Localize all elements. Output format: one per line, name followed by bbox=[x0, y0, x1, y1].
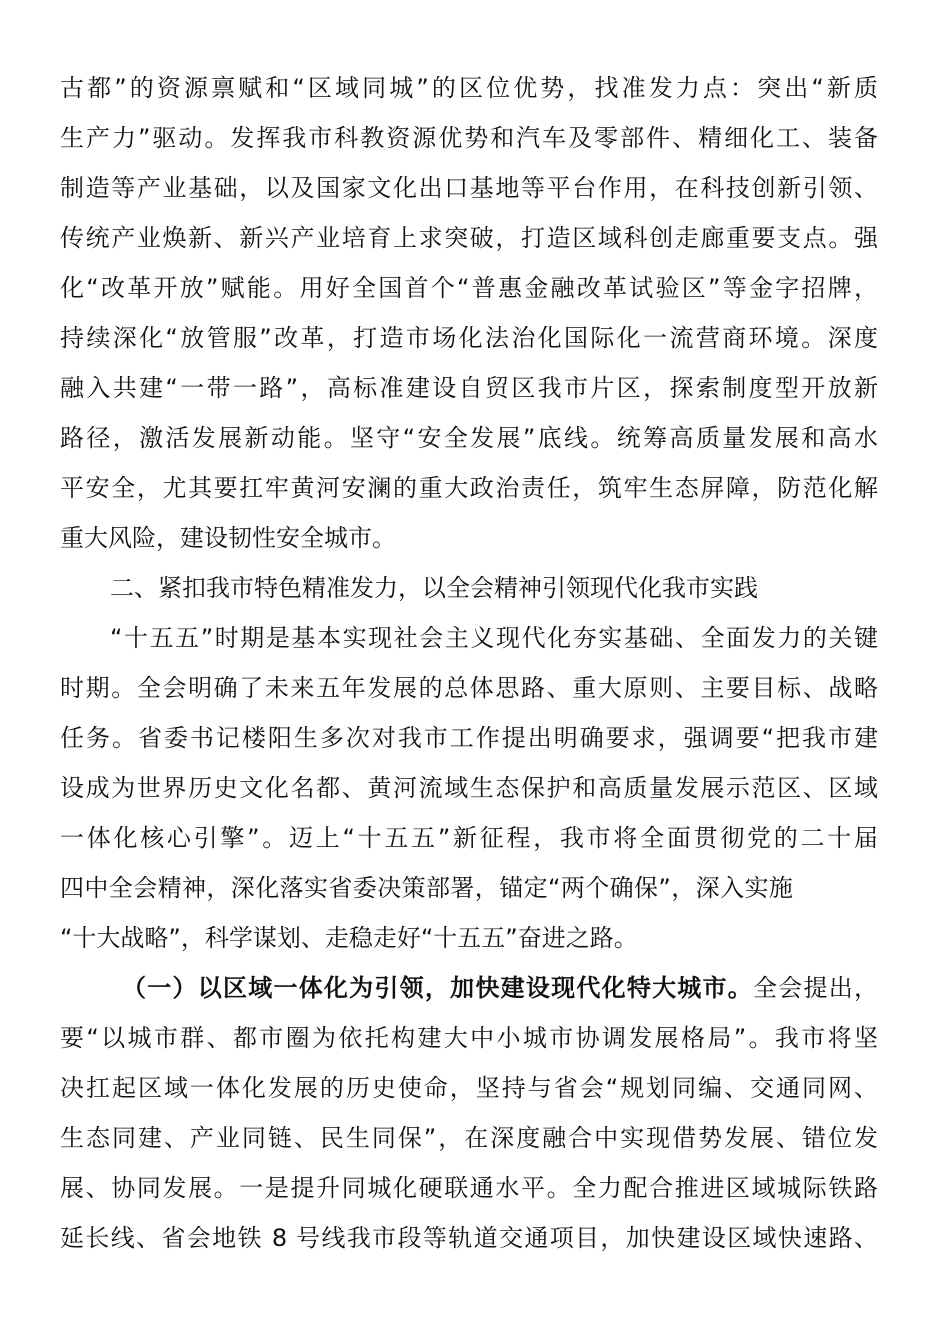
text-line: 路径，激活发展新动能。坚守“安全发展”底线。统筹高质量发展和高水 bbox=[60, 424, 878, 452]
paragraph-1 bbox=[60, 63, 878, 563]
text-line: “十五五”时期是基本实现社会主义现代化夯实基础、全面发力的关键 bbox=[110, 624, 878, 652]
paragraph-3 bbox=[60, 963, 878, 1263]
text-line: 制造等产业基础，以及国家文化出口基地等平台作用，在科技创新引领、 bbox=[60, 174, 878, 202]
text-line: “十大战略”，科学谋划、走稳走好“十五五”奋进之路。 bbox=[60, 924, 638, 952]
text-line: 任务。省委书记楼阳生多次对我市工作提出明确要求，强调要“把我市建 bbox=[60, 724, 878, 752]
text-line: 生态同建、产业同链、民生同保”，在深度融合中实现借势发展、错位发 bbox=[60, 1124, 878, 1152]
text-line: 时期。全会明确了未来五年发展的总体思路、重大原则、主要目标、战略 bbox=[60, 674, 878, 702]
text-line: 融入共建“一带一路”，高标准建设自贸区我市片区，探索制度型开放新 bbox=[60, 374, 878, 402]
text-line: 传统产业焕新、新兴产业培育上求突破，打造区域科创走廊重要支点。强 bbox=[60, 224, 878, 252]
text-line bbox=[60, 963, 878, 1013]
text-line: 持续深化“放管服”改革，打造市场化法治化国际化一流营商环境。深度 bbox=[60, 324, 878, 352]
paragraph-2 bbox=[60, 613, 878, 963]
text-span: 全会提出， bbox=[753, 974, 879, 1002]
text-line: 延长线、省会地铁 8 号线我市段等轨道交通项目，加快建设区域快速路、 bbox=[60, 1224, 878, 1252]
text-line: 生产力”驱动。发挥我市科教资源优势和汽车及零部件、精细化工、装备 bbox=[60, 124, 878, 152]
text-line: 设成为世界历史文化名都、黄河流域生态保护和高质量发展示范区、区域 bbox=[60, 774, 878, 802]
text-line: 展、协同发展。一是提升同城化硬联通水平。全力配合推进区域城际铁路 bbox=[60, 1174, 878, 1202]
text-line: 古都”的资源禀赋和“区域同城”的区位优势，找准发力点：突出“新质 bbox=[60, 74, 878, 102]
subsection-title: （一）以区域一体化为引领，加快建设现代化特大城市。 bbox=[122, 974, 754, 1002]
text-line: 重大风险，建设韧性安全城市。 bbox=[60, 524, 396, 552]
text-line: 一体化核心引擎”。迈上“十五五”新征程，我市将全面贯彻党的二十届 bbox=[60, 824, 878, 852]
text-line: 平安全，尤其要扛牢黄河安澜的重大政治责任，筑牢生态屏障，防范化解 bbox=[60, 474, 878, 502]
text-line: 要“以城市群、都市圈为依托构建大中小城市协调发展格局”。我市将坚 bbox=[60, 1024, 878, 1052]
text-line: 决扛起区域一体化发展的历史使命，坚持与省会“规划同编、交通同网、 bbox=[60, 1074, 878, 1102]
text-line: 四中全会精神，深化落实省委决策部署，锚定“两个确保”，深入实施 bbox=[60, 874, 794, 902]
text-line: 化“改革开放”赋能。用好全国首个“普惠金融改革试验区”等金字招牌， bbox=[60, 274, 878, 302]
document-page bbox=[60, 63, 878, 1263]
section-heading: 二、紧扣我市特色精准发力，以全会精神引领现代化我市实践 bbox=[110, 574, 758, 602]
